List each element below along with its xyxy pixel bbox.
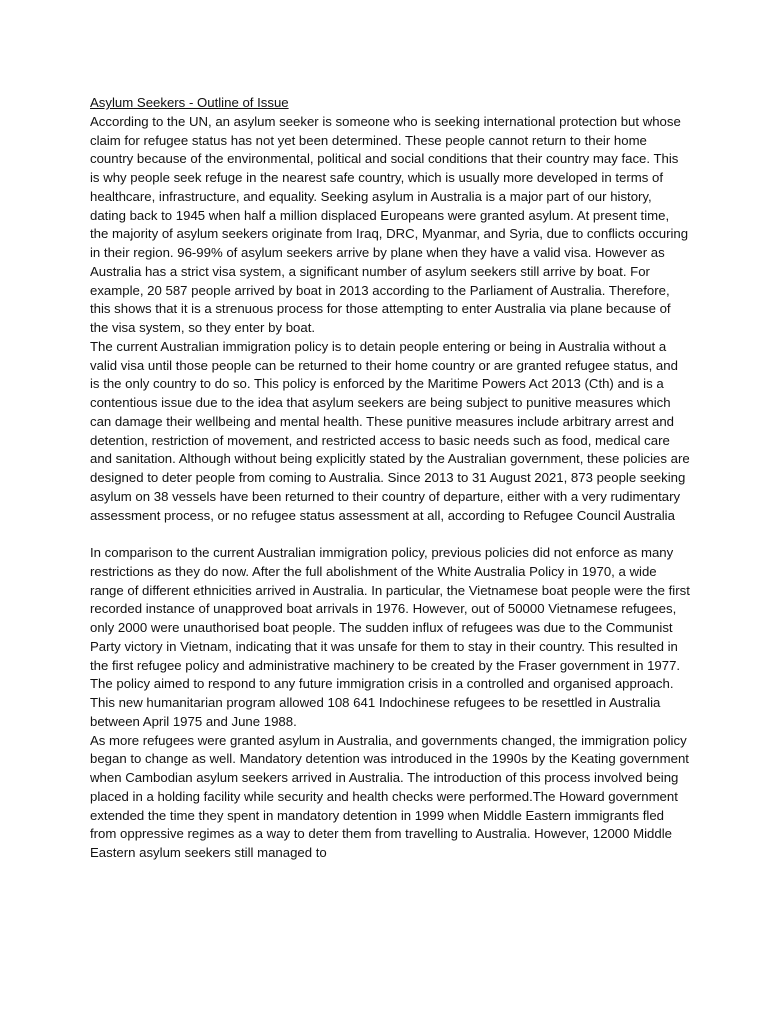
paragraph-policy-changes: As more refugees were granted asylum in Australia, and governments changed, the immigration policy began to change as well. Mandatory detention was introduced in the 1990s by the Keating government when Cambodian asylum seekers arrived in Australia. The introduction of this process involved being placed in a holding facility while security and health checks were performed.The Howard government extended the time they spent in mandatory detention in 1999 when Middle Eastern immigrants fled from oppressive regimes as a way to deter them from travelling to Australia. However, 12000 Middle Eastern asylum seekers still managed to: [90, 732, 689, 860]
document-page: [90, 94, 690, 863]
document-title: Asylum Seekers - Outline of Issue: [90, 95, 289, 110]
paragraph-definition: According to the UN, an asylum seeker is someone who is seeking international protection but whose claim for refugee status has not yet been determined. These people cannot return to their home country because of the environmental, political and social conditions that their country may face. This is why people seek refuge in the nearest safe country, which is usually more developed in terms of healthcare, infrastructure, and equality. Seeking asylum in Australia is a major part of our history, dating back to 1945 when half a million displaced Europeans were granted asylum. At present time, the majority of asylum seekers originate from Iraq, DRC, Myanmar, and Syria, due to conflicts occuring in their region. 96-99% of asylum seekers arrive by plane when they have a valid visa. However as Australia has a strict visa system, a significant number of asylum seekers still arrive by boat. For example, 20 587 people arrived by boat in 2013 according to the Parliament of Australia. Therefore, this shows that it is a strenuous process for those attempting to enter Australia via plane because of the visa system, so they enter by boat.: [90, 113, 689, 335]
paragraph-spacer: [90, 525, 690, 544]
paragraph-previous-policies: In comparison to the current Australian immigration policy, previous policies did not enforce as many restrictions as they do now. After the full abolishment of the White Australia Policy in 1970, a wide range of different ethnicities arrived in Australia. In particular, the Vietnamese boat people were the first recorded instance of unapproved boat arrivals in 1976. However, out of 50000 Vietnamese refugees, only 2000 were unauthorised boat people. The sudden influx of refugees was due to the Communist Party victory in Vietnam, indicating that it was unsafe for them to stay in their country. This resulted in the first refugee policy and administrative machinery to be created by the Fraser government in 1977. The policy aimed to respond to any future immigration crisis in a controlled and organised approach. This new humanitarian program allowed 108 641 Indochinese refugees to be resettled in Australia between April 1975 and June 1988.: [90, 545, 690, 729]
paragraph-current-policy: The current Australian immigration policy is to detain people entering or being in Australia without a valid visa until those people can be returned to their home country or are granted refugee status, and is the only country to do so. This policy is enforced by the Maritime Powers Act 2013 (Cth) and is a contentious issue due to the idea that asylum seekers are being subject to punitive measures which can damage their wellbeing and mental health. These punitive measures include arbitrary arrest and detention, restriction of movement, and restricted access to basic needs such as food, medical care and sanitation. Although without being explicitly stated by the Australian government, these policies are designed to deter people from coming to Australia. Since 2013 to 31 August 2021, 873 people seeking asylum on 38 vessels have been returned to their country of departure, either with a very rudimentary assessment process, or no refugee status assessment at all, according to Refugee Council Australia: [90, 338, 690, 523]
